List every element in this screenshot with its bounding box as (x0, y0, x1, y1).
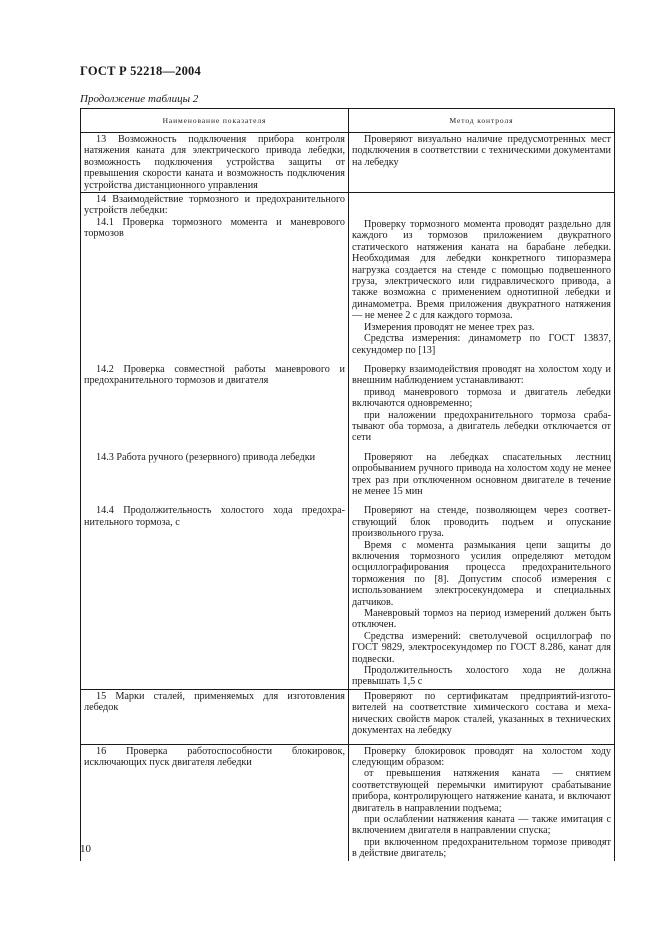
indicator-text: 13 Возможность подключения прибора контроля натяжения каната для электрического привода лебедки, возможность подключения устройства защиты от превышения скорости каната и возможность подключения устройства дистанционного управления (84, 134, 345, 191)
table-row (81, 451, 615, 505)
indicator-text: 15 Марки сталей, применяемых для изготовления лебедок (84, 690, 345, 714)
document-code: ГОСТ Р 52218—2004 (80, 64, 201, 78)
indicator-text: 14 Взаимодействие тормозного и предохранительного устройств лебедки: (84, 194, 345, 217)
method-text: при ослаблении натяжения каната — также имитация с включением двигателя в направлении спуска; (352, 813, 611, 837)
method-text: при наложении предохранительного тормоза срабатывают оба тормоза, а двигатель лебедки отключается от сети (352, 409, 611, 444)
indicator-text: 14.2 Проверка совместной работы маневрового и предохранительного тормозов и двигателя (84, 363, 345, 387)
indicator-cell (81, 451, 349, 505)
method-text: Проверку тормозного момента проводят раздельно для каждого из тормозов приложением двукратного статического натяжения каната на барабане лебедки. Необходимая для лебедки конкретного типоразмера нагрузка создается на стенде с помощью подвешенного груза, электрического или гидравлического привода, а также возможна с применением однотипной лебедки и динамометра. Время приложения двукратного натяжения — не менее 2 с для каждого тормоза. (352, 219, 611, 322)
indicator-cell (81, 744, 349, 861)
indicator-cell (81, 689, 349, 744)
table-row (81, 504, 615, 689)
method-cell (349, 504, 615, 689)
table-row (81, 363, 615, 451)
method-text: от превышения натяжения каната — снятием соответствующей перемычки имитируют срабатывание прибора, контролирующего натяжение каната, и включают двигатель в направлении подъема; (352, 768, 611, 814)
method-text: Измерения проводят не менее трех раз. (364, 321, 535, 333)
method-text: Маневровый тормоз на период измерений должен быть отключен. (352, 608, 611, 631)
column-header-method: Метод контроля (349, 109, 615, 133)
method-text: Проверяют визуально наличие предусмотренных мест подключения в соответствии с техническими документами на лебедку (352, 134, 611, 168)
method-text: Проверку взаимодействия проводят на холостом ходу и внешним наблюдением устанавливают: (352, 363, 611, 387)
method-cell (349, 133, 615, 193)
table-row (81, 193, 615, 363)
method-cell (349, 689, 615, 744)
table-row (81, 689, 615, 744)
method-text: Время с момента размыкания цепи защиты до включения тормозного усилия определяют методом осциллографирования процесса предохранительного торможения по [8]. Допустим способ измерения с использованием электросекундомера и специальных датчиков. (352, 539, 611, 608)
table-continuation-caption: Продолжение таблицы 2 (80, 93, 199, 105)
indicator-text: 16 Проверка работоспособности блокировок, исключающих пуск двигателя лебедки (84, 745, 345, 768)
method-text: Проверку блокировок проводят на холостом ходу следующим образом: (352, 745, 611, 768)
column-header-indicator: Наименование показателя (81, 109, 349, 133)
table-header-row (81, 109, 615, 133)
table-row (81, 133, 615, 193)
method-cell (349, 451, 615, 505)
method-text: Средства измерений: светолучевой осциллограф по ГОСТ 9829, электросекундомер по ГОСТ 8.286, канат для подвески. (352, 630, 611, 665)
indicator-cell (81, 133, 349, 193)
indicator-text: 14.1 Проверка тормозного момента и маневрового тормозов (84, 216, 345, 240)
indicator-cell (81, 363, 349, 451)
method-text: Проверяют на стенде, позволяющем через соответствующий блок проводить подъем и опускание произвольного груза. (352, 505, 611, 540)
method-text: Проверяют на лебедках спасательных лестниц опробыванием ручного привода на холостом ходу не менее трех раз при отключенном основном двигателе в течение не менее 15 мин (352, 451, 611, 497)
indicator-cell (81, 193, 349, 363)
requirements-table (80, 108, 615, 861)
method-text: при включенном предохранительном тормозе приводят в действие двигатель; (352, 836, 611, 860)
method-text: Средства измерения: динамометр по ГОСТ 13837, секундомер по [13] (352, 333, 611, 356)
indicator-text: 14.3 Работа ручного (резервного) привода лебедки (96, 451, 316, 463)
method-text: Продолжительность холостого хода не должна превышать 1,5 с (352, 665, 611, 688)
method-text: Проверяют по сертификатам предприятий-изготовителей на соответствие химического состава и механических свойств марок сталей, указанных в технических документах на лебедку (352, 690, 611, 737)
indicator-text: 14.4 Продолжительность холостого хода предохранительного тормоза, с (84, 505, 345, 528)
indicator-cell (81, 504, 349, 689)
page-number: 10 (80, 843, 91, 855)
method-cell (349, 744, 615, 861)
method-cell (349, 193, 615, 363)
method-cell (349, 363, 615, 451)
table-row (81, 744, 615, 861)
method-text: привод маневрового тормоза и двигатель лебедки включаются одновременно; (352, 386, 611, 410)
